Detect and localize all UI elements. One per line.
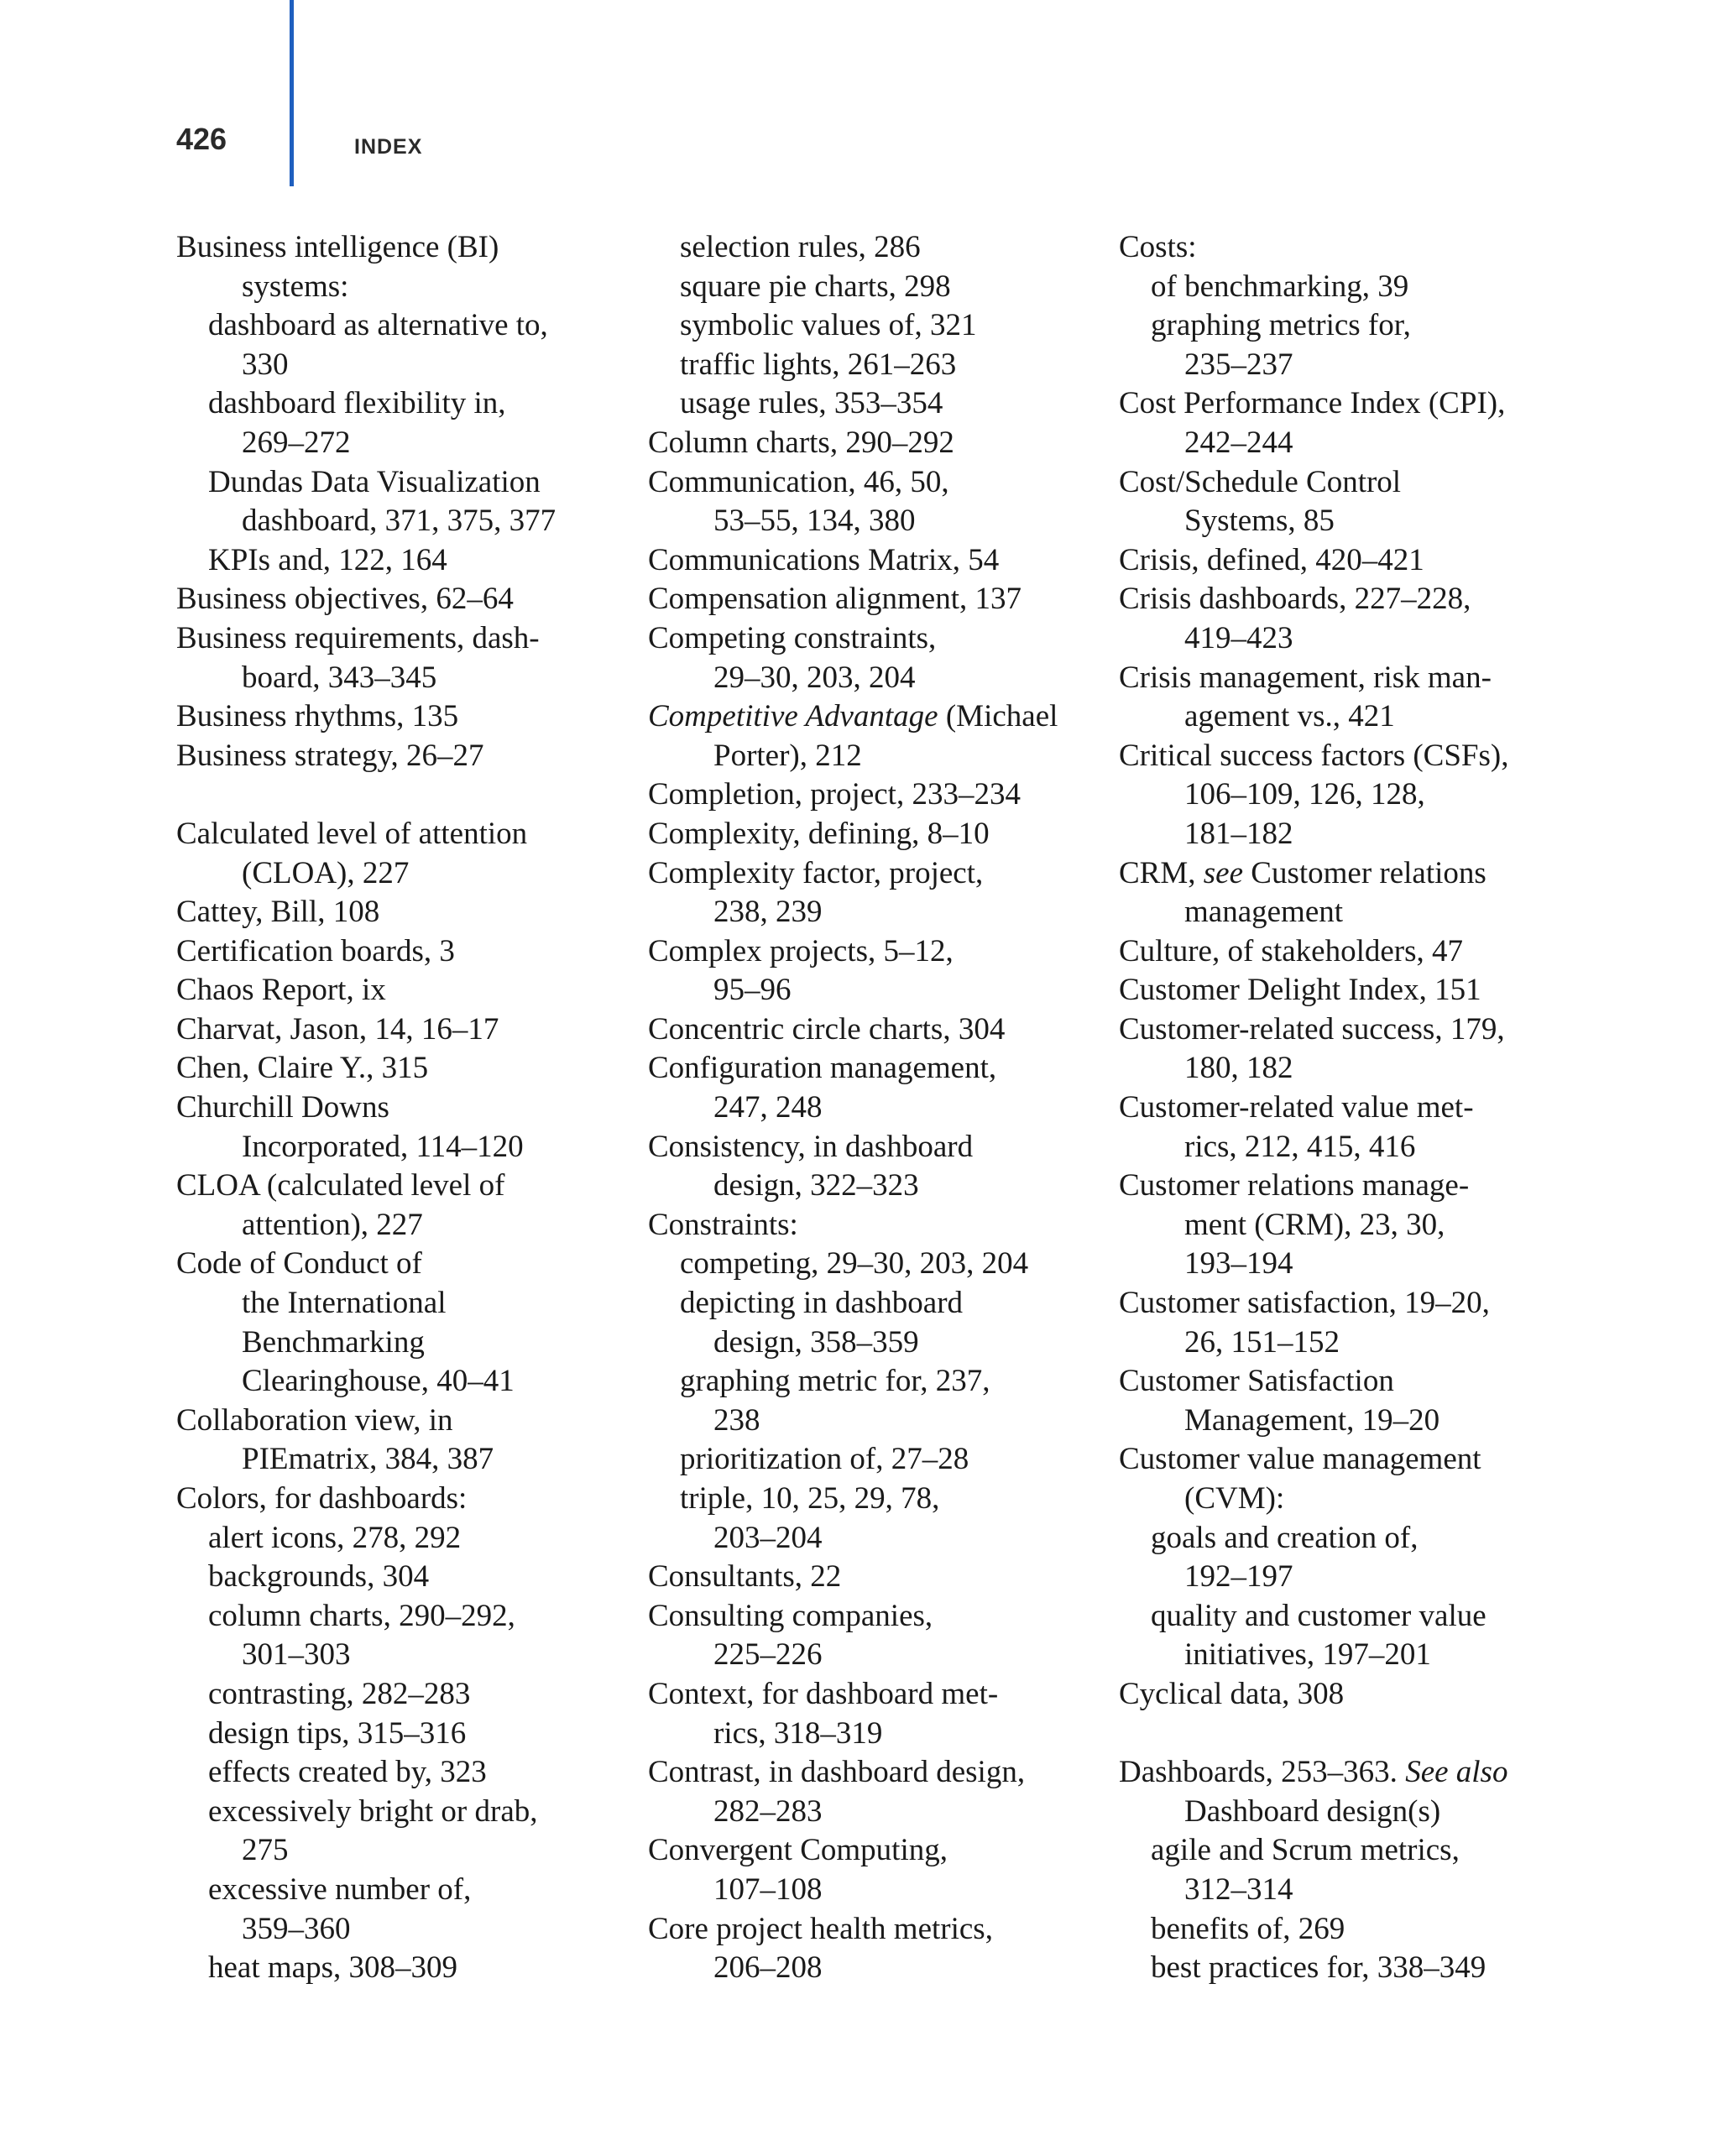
index-entry bbox=[176, 1049, 630, 1088]
index-entry bbox=[176, 463, 630, 503]
index-entry-text: (CVM): bbox=[1184, 1481, 1285, 1516]
index-entry-text: Business strategy, 26–27 bbox=[176, 738, 484, 773]
index-entry bbox=[648, 384, 1105, 424]
index-entry-text: Management, 19–20 bbox=[1184, 1402, 1440, 1438]
index-entry bbox=[648, 424, 1105, 463]
index-entry bbox=[1119, 1440, 1589, 1480]
index-entry bbox=[1119, 971, 1589, 1010]
index-entry bbox=[648, 932, 1105, 972]
index-entry-crossref: See also bbox=[1405, 1755, 1508, 1790]
index-entry-text: 312–314 bbox=[1184, 1871, 1293, 1907]
index-entry-text: Cost/Schedule Control bbox=[1119, 464, 1402, 499]
index-entry-text: Customer relations manage- bbox=[1119, 1168, 1470, 1203]
index-entry bbox=[648, 1049, 1105, 1088]
index-entry-text: effects created by, 323 bbox=[208, 1755, 487, 1790]
index-entry-text: Customer-related success, 179, bbox=[1119, 1011, 1505, 1047]
index-entry-text: heat maps, 308–309 bbox=[208, 1950, 457, 1986]
index-entry bbox=[648, 737, 1105, 776]
index-entry bbox=[1119, 502, 1589, 541]
index-entry bbox=[1119, 268, 1589, 307]
index-entry bbox=[648, 228, 1105, 268]
index-entry-text: Code of Conduct of bbox=[176, 1246, 422, 1282]
index-entry bbox=[1119, 775, 1589, 815]
index-entry bbox=[648, 775, 1105, 815]
index-entry-text: 206–208 bbox=[713, 1950, 823, 1986]
index-entry-text: design, 358–359 bbox=[713, 1324, 919, 1360]
index-entry bbox=[1119, 1206, 1589, 1245]
index-entry-text: rics, 212, 415, 416 bbox=[1184, 1129, 1416, 1164]
index-entry bbox=[648, 463, 1105, 503]
index-entry-text: contrasting, 282–283 bbox=[208, 1676, 471, 1711]
index-entry bbox=[648, 1675, 1105, 1715]
index-entry bbox=[1119, 1871, 1589, 1910]
index-entry bbox=[176, 1284, 630, 1323]
index-entry bbox=[648, 1284, 1105, 1323]
index-entry-text: Crisis management, risk man- bbox=[1119, 660, 1492, 695]
index-entry bbox=[1119, 306, 1589, 346]
index-entry-text: Constraints: bbox=[648, 1207, 798, 1242]
index-entry-text: design tips, 315–316 bbox=[208, 1715, 467, 1751]
index-entry-text: Column charts, 290–292 bbox=[648, 425, 954, 460]
index-entry bbox=[1119, 1597, 1589, 1637]
index-entry bbox=[648, 306, 1105, 346]
index-entry-text: Customer Delight Index, 151 bbox=[1119, 973, 1481, 1008]
index-entry bbox=[648, 1871, 1105, 1910]
index-entry-text: Complex projects, 5–12, bbox=[648, 933, 954, 968]
index-entry-crossref: see bbox=[1203, 855, 1244, 890]
index-entry bbox=[176, 893, 630, 932]
index-entry-text: 29–30, 203, 204 bbox=[713, 660, 916, 695]
index-entry-text: 203–204 bbox=[713, 1520, 823, 1555]
index-entry-text: Consultants, 22 bbox=[648, 1559, 842, 1595]
index-entry-text: 419–423 bbox=[1184, 620, 1293, 655]
index-entry-text: Incorporated, 114–120 bbox=[242, 1129, 524, 1164]
header-rule bbox=[290, 0, 294, 186]
index-entry bbox=[176, 1558, 630, 1597]
index-entry-text: 330 bbox=[242, 347, 289, 382]
index-entry bbox=[1119, 384, 1589, 424]
index-entry-text: Completion, project, 233–234 bbox=[648, 777, 1021, 812]
index-entry bbox=[176, 971, 630, 1010]
index-entry-text: design, 322–323 bbox=[713, 1168, 919, 1203]
index-entry-text: PIEmatrix, 384, 387 bbox=[242, 1442, 494, 1477]
index-entry-text: 275 bbox=[242, 1833, 289, 1868]
index-entry-text: Customer relations bbox=[1243, 855, 1486, 890]
index-entry bbox=[176, 502, 630, 541]
index-entry bbox=[1119, 737, 1589, 776]
index-entry bbox=[648, 1402, 1105, 1441]
index-entry-text: Complexity, defining, 8–10 bbox=[648, 816, 990, 851]
index-entry-text: Calculated level of attention bbox=[176, 816, 528, 851]
index-entry-text: KPIs and, 122, 164 bbox=[208, 542, 447, 577]
index-entry bbox=[176, 1910, 630, 1950]
index-entry bbox=[176, 1871, 630, 1910]
index-entry bbox=[176, 1206, 630, 1245]
index-entry bbox=[176, 1245, 630, 1284]
index-entry-text: Dashboard design(s) bbox=[1184, 1793, 1441, 1829]
index-entry-text: 26, 151–152 bbox=[1184, 1324, 1340, 1360]
index-entry-text: 95–96 bbox=[713, 973, 792, 1008]
index-entry bbox=[1119, 1949, 1589, 1988]
index-entry bbox=[176, 306, 630, 346]
index-entry bbox=[1119, 1675, 1589, 1715]
index-entry-text: dashboard, 371, 375, 377 bbox=[242, 504, 556, 539]
index-entry bbox=[176, 932, 630, 972]
index-entry bbox=[176, 1715, 630, 1754]
page-number: 426 bbox=[176, 122, 227, 156]
index-entry bbox=[176, 384, 630, 424]
index-entry bbox=[176, 1675, 630, 1715]
index-entry bbox=[648, 1480, 1105, 1519]
index-entry-text: Contrast, in dashboard design, bbox=[648, 1755, 1026, 1790]
index-entry bbox=[648, 1010, 1105, 1050]
index-entry bbox=[176, 737, 630, 776]
index-entry bbox=[1119, 580, 1589, 619]
index-entry-text: excessive number of, bbox=[208, 1871, 472, 1907]
index-entry-text: traffic lights, 261–263 bbox=[680, 347, 957, 382]
index-entry-text: usage rules, 353–354 bbox=[680, 386, 943, 421]
index-entry bbox=[1119, 815, 1589, 854]
index-entry-text: Porter), 212 bbox=[713, 738, 862, 773]
index-entry bbox=[1119, 1323, 1589, 1363]
index-entry-text: depicting in dashboard bbox=[680, 1286, 964, 1321]
index-entry-text: Business rhythms, 135 bbox=[176, 699, 459, 734]
index-entry-text: 193–194 bbox=[1184, 1246, 1293, 1282]
index-column-3 bbox=[1119, 228, 1589, 1988]
index-entry bbox=[1119, 893, 1589, 932]
index-entry bbox=[1119, 1245, 1589, 1284]
index-entry bbox=[648, 1206, 1105, 1245]
index-entry bbox=[176, 1636, 630, 1675]
index-entry bbox=[648, 1362, 1105, 1402]
index-entry-text: Competitive Advantage bbox=[648, 699, 938, 734]
index-entry-text: Cyclical data, 308 bbox=[1119, 1676, 1345, 1711]
index-entry-text: agement vs., 421 bbox=[1184, 699, 1395, 734]
index-entry bbox=[176, 619, 630, 659]
index-entry-text: 53–55, 134, 380 bbox=[713, 504, 916, 539]
index-entry bbox=[1119, 1480, 1589, 1519]
index-entry bbox=[648, 1167, 1105, 1206]
index-entry bbox=[176, 228, 630, 268]
index-entry-text: 107–108 bbox=[713, 1871, 823, 1907]
index-entry bbox=[1119, 1910, 1589, 1950]
index-entry bbox=[176, 1362, 630, 1402]
index-entry bbox=[648, 1753, 1105, 1793]
index-entry-text: competing, 29–30, 203, 204 bbox=[680, 1246, 1029, 1282]
index-entry bbox=[176, 424, 630, 463]
index-entry bbox=[1119, 1167, 1589, 1206]
index-entry-text: benefits of, 269 bbox=[1151, 1911, 1345, 1946]
index-entry bbox=[648, 619, 1105, 659]
index-entry-text: best practices for, 338–349 bbox=[1151, 1950, 1486, 1986]
index-entry bbox=[1119, 1636, 1589, 1675]
index-entry-text: Competing constraints, bbox=[648, 620, 937, 655]
index-entry-text: Customer value management bbox=[1119, 1442, 1481, 1477]
index-entry-text: Consulting companies, bbox=[648, 1598, 933, 1633]
index-entry-text: agile and Scrum metrics, bbox=[1151, 1833, 1460, 1868]
index-entry-text: Certification boards, 3 bbox=[176, 933, 455, 968]
index-entry bbox=[1119, 1049, 1589, 1088]
index-entry-text: initiatives, 197–201 bbox=[1184, 1637, 1431, 1673]
index-entry bbox=[648, 971, 1105, 1010]
index-entry-text: Compensation alignment, 137 bbox=[648, 582, 1021, 617]
index-entry bbox=[648, 1636, 1105, 1675]
index-entry-text: Dashboards, 253–363. bbox=[1119, 1755, 1406, 1790]
index-entry-text: Complexity factor, project, bbox=[648, 855, 984, 890]
index-column-2 bbox=[648, 228, 1105, 1988]
index-entry bbox=[176, 1010, 630, 1050]
index-entry bbox=[176, 268, 630, 307]
index-entry-text: 359–360 bbox=[242, 1911, 351, 1946]
index-entry bbox=[1119, 424, 1589, 463]
index-entry-text: Chen, Claire Y., 315 bbox=[176, 1051, 429, 1086]
index-entry bbox=[648, 815, 1105, 854]
index-entry-text: ment (CRM), 23, 30, bbox=[1184, 1207, 1445, 1242]
index-entry-text: management bbox=[1184, 895, 1344, 930]
index-entry-text: 247, 248 bbox=[713, 1090, 823, 1125]
index-entry-text: (Michael bbox=[938, 699, 1058, 734]
index-entry bbox=[1119, 463, 1589, 503]
index-entry bbox=[176, 1128, 630, 1167]
index-entry-text: Culture, of stakeholders, 47 bbox=[1119, 933, 1463, 968]
index-entry bbox=[648, 1519, 1105, 1558]
index-entry-text: systems: bbox=[242, 269, 349, 304]
running-head: INDEX bbox=[354, 135, 423, 159]
index-entry-text: Colors, for dashboards: bbox=[176, 1481, 468, 1516]
index-entry bbox=[176, 697, 630, 737]
index-entry-text: backgrounds, 304 bbox=[208, 1559, 430, 1595]
index-entry bbox=[176, 1323, 630, 1363]
index-entry-text: Critical success factors (CSFs), bbox=[1119, 738, 1509, 773]
index-entry bbox=[1119, 1402, 1589, 1441]
index-entry bbox=[648, 541, 1105, 581]
index-entry bbox=[176, 659, 630, 698]
index-entry-text: Context, for dashboard met- bbox=[648, 1676, 999, 1711]
index-entry bbox=[648, 580, 1105, 619]
index-entry bbox=[1119, 1010, 1589, 1050]
index-entry-text: Concentric circle charts, 304 bbox=[648, 1011, 1006, 1047]
index-entry-text: Customer Satisfaction bbox=[1119, 1364, 1394, 1399]
index-entry bbox=[648, 1949, 1105, 1988]
index-entry bbox=[648, 1715, 1105, 1754]
index-entry-text: Core project health metrics, bbox=[648, 1911, 993, 1946]
index-entry bbox=[1119, 346, 1589, 385]
index-entry-text: Crisis, defined, 420–421 bbox=[1119, 542, 1424, 577]
index-entry bbox=[1119, 1558, 1589, 1597]
index-entry-text: 238, 239 bbox=[713, 895, 823, 930]
index-entry-text: Communications Matrix, 54 bbox=[648, 542, 1000, 577]
index-entry-text: Collaboration view, in bbox=[176, 1402, 453, 1438]
index-entry bbox=[1119, 1831, 1589, 1871]
index-entry-text: of benchmarking, 39 bbox=[1151, 269, 1409, 304]
index-column-1 bbox=[176, 228, 630, 1988]
index-entry bbox=[648, 1831, 1105, 1871]
index-entry-text: dashboard flexibility in, bbox=[208, 386, 506, 421]
index-entry bbox=[176, 1167, 630, 1206]
index-entry-text: excessively bright or drab, bbox=[208, 1793, 538, 1829]
index-entry-text: Business objectives, 62–64 bbox=[176, 582, 514, 617]
index-entry-text: Benchmarking bbox=[242, 1324, 425, 1360]
index-entry bbox=[648, 659, 1105, 698]
index-entry-text: Dundas Data Visualization bbox=[208, 464, 541, 499]
index-entry-text: Clearinghouse, 40–41 bbox=[242, 1364, 515, 1399]
index-entry bbox=[176, 1440, 630, 1480]
index-entry-text: 242–244 bbox=[1184, 425, 1293, 460]
index-entry bbox=[648, 1910, 1105, 1950]
index-entry-text: Consistency, in dashboard bbox=[648, 1129, 974, 1164]
index-entry-text: 181–182 bbox=[1184, 816, 1293, 851]
index-entry bbox=[648, 502, 1105, 541]
index-entry bbox=[1119, 1519, 1589, 1558]
index-entry bbox=[648, 1558, 1105, 1597]
index-entry bbox=[648, 1128, 1105, 1167]
index-entry bbox=[1119, 932, 1589, 972]
index-entry-text: Chaos Report, ix bbox=[176, 973, 386, 1008]
index-entry-text: goals and creation of, bbox=[1151, 1520, 1419, 1555]
index-entry-text: Configuration management, bbox=[648, 1051, 997, 1086]
index-entry-text: 282–283 bbox=[713, 1793, 823, 1829]
index-entry-text: 269–272 bbox=[242, 425, 351, 460]
index-entry-text: alert icons, 278, 292 bbox=[208, 1520, 462, 1555]
index-entry-text: Cattey, Bill, 108 bbox=[176, 895, 380, 930]
index-entry-text: dashboard as alternative to, bbox=[208, 308, 548, 343]
index-entry bbox=[176, 1519, 630, 1558]
index-entry-text: Charvat, Jason, 14, 16–17 bbox=[176, 1011, 499, 1047]
index-entry bbox=[1119, 697, 1589, 737]
index-entry-text: Costs: bbox=[1119, 230, 1197, 264]
index-entry-text: Business requirements, dash- bbox=[176, 620, 540, 655]
index-entry-text: 235–237 bbox=[1184, 347, 1293, 382]
index-entry bbox=[648, 1245, 1105, 1284]
index-entry-text: graphing metrics for, bbox=[1151, 308, 1411, 343]
index-entry-text: graphing metric for, 237, bbox=[680, 1364, 990, 1399]
index-entry bbox=[1119, 1128, 1589, 1167]
index-entry-text: CRM, bbox=[1119, 855, 1204, 890]
index-entry bbox=[176, 1831, 630, 1871]
index-entry-text: the International bbox=[242, 1286, 447, 1321]
index-entry-text: prioritization of, 27–28 bbox=[680, 1442, 969, 1477]
index-entry bbox=[648, 1440, 1105, 1480]
index-entry-text: Systems, 85 bbox=[1184, 504, 1335, 539]
index-entry bbox=[176, 1088, 630, 1128]
index-entry-text: 180, 182 bbox=[1184, 1051, 1293, 1086]
index-entry-text: (CLOA), 227 bbox=[242, 855, 410, 890]
index-entry bbox=[1119, 619, 1589, 659]
index-entry bbox=[648, 854, 1105, 894]
index-entry-text: column charts, 290–292, bbox=[208, 1598, 515, 1633]
index-entry bbox=[176, 1480, 630, 1519]
index-entry bbox=[648, 268, 1105, 307]
index-entry-text: symbolic values of, 321 bbox=[680, 308, 977, 343]
letter-group-gap bbox=[1119, 1715, 1589, 1754]
index-entry-text: 301–303 bbox=[242, 1637, 351, 1673]
index-entry bbox=[1119, 228, 1589, 268]
index-entry bbox=[1119, 541, 1589, 581]
index-entry-text: Business intelligence (BI) bbox=[176, 230, 499, 264]
index-entry-text: 106–109, 126, 128, bbox=[1184, 777, 1425, 812]
index-entry bbox=[176, 854, 630, 894]
index-entry bbox=[648, 1597, 1105, 1637]
index-entry bbox=[176, 815, 630, 854]
index-entry-text: Crisis dashboards, 227–228, bbox=[1119, 582, 1471, 617]
index-entry bbox=[1119, 1362, 1589, 1402]
index-entry-text: Communication, 46, 50, bbox=[648, 464, 949, 499]
index-entry bbox=[648, 1088, 1105, 1128]
index-entry bbox=[648, 893, 1105, 932]
index-entry bbox=[176, 1753, 630, 1793]
index-entry-text: rics, 318–319 bbox=[713, 1715, 883, 1751]
index-entry bbox=[1119, 1793, 1589, 1832]
index-entry bbox=[1119, 854, 1589, 894]
index-entry bbox=[648, 1323, 1105, 1363]
index-entry-text: Cost Performance Index (CPI), bbox=[1119, 386, 1506, 421]
index-entry-text: Customer satisfaction, 19–20, bbox=[1119, 1286, 1490, 1321]
index-entry-text: 192–197 bbox=[1184, 1559, 1293, 1595]
index-entry bbox=[176, 346, 630, 385]
index-entry-text: board, 343–345 bbox=[242, 660, 437, 695]
index-entry-text: 225–226 bbox=[713, 1637, 823, 1673]
index-entry bbox=[176, 1793, 630, 1832]
index-entry-text: Convergent Computing, bbox=[648, 1833, 948, 1868]
index-entry bbox=[648, 346, 1105, 385]
index-entry bbox=[176, 1597, 630, 1637]
index-entry bbox=[176, 541, 630, 581]
index-entry bbox=[1119, 1753, 1589, 1793]
index-entry-text: selection rules, 286 bbox=[680, 230, 921, 264]
index-entry-text: triple, 10, 25, 29, 78, bbox=[680, 1481, 940, 1516]
index-entry bbox=[176, 580, 630, 619]
index-entry bbox=[1119, 659, 1589, 698]
index-entry-text: 238 bbox=[713, 1402, 760, 1438]
index-entry bbox=[1119, 1088, 1589, 1128]
index-entry bbox=[648, 1793, 1105, 1832]
index-entry bbox=[1119, 1284, 1589, 1323]
index-entry-text: Churchill Downs bbox=[176, 1090, 389, 1125]
index-entry bbox=[648, 697, 1105, 737]
index-entry-text: square pie charts, 298 bbox=[680, 269, 951, 304]
index-entry-text: CLOA (calculated level of bbox=[176, 1168, 505, 1203]
index-entry-text: attention), 227 bbox=[242, 1207, 423, 1242]
index-entry bbox=[176, 1949, 630, 1988]
index-entry bbox=[176, 1402, 630, 1441]
index-entry-text: quality and customer value bbox=[1151, 1598, 1486, 1633]
letter-group-gap bbox=[176, 775, 630, 815]
index-entry-text: Customer-related value met- bbox=[1119, 1090, 1474, 1125]
